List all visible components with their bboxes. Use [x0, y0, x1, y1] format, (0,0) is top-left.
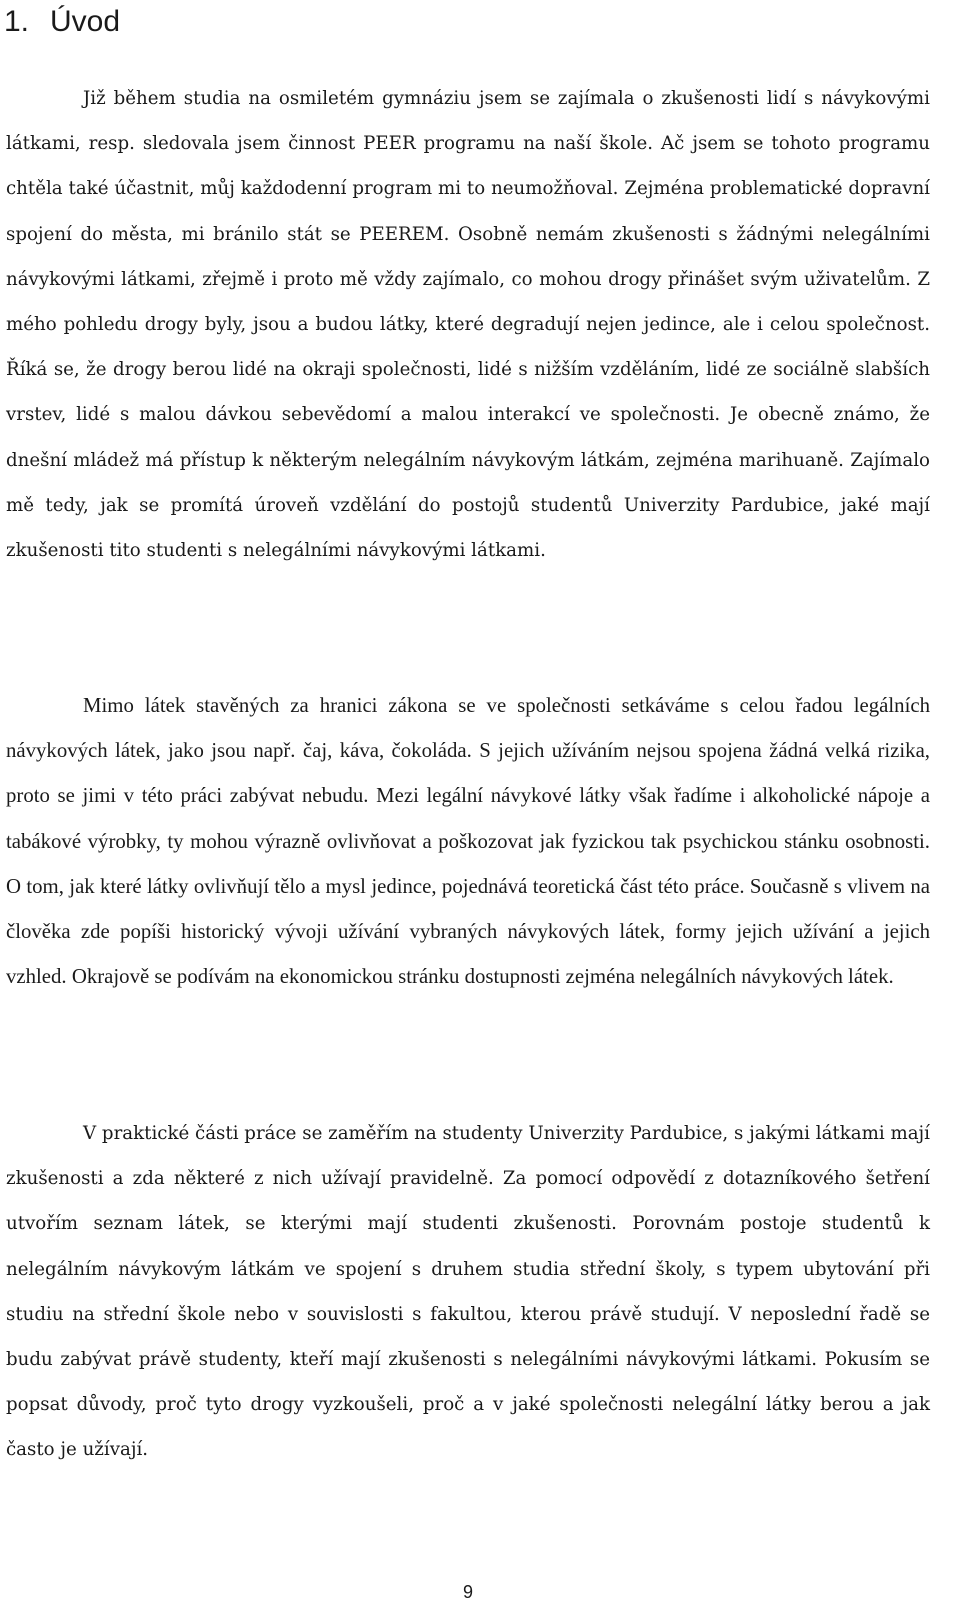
chapter-title: Úvod — [50, 5, 121, 38]
chapter-heading — [4, 0, 120, 44]
paragraph-1: Již během studia na osmiletém gymnáziu jsem se zajímala o zkušenosti lidí s návykovými látkami, resp. sledovala jsem činnost PEER programu na naší škole. Ač jsem se tohoto programu chtěla také účastnit, můj každodenní program mi to neumožňoval. Zejména problematické dopravní spojení do města, mi bránilo stát se PEEREM. Osobně nemám zkušenosti s žádnými nelegálními návykovými látkami, zřejmě i proto mě vždy zajímalo, co mohou drogy přinášet svým uživatelům. Z mého pohledu drogy byly, jsou a budou látky, které degradují nejen jedince, ale i celou společnost. Říká se, že drogy berou lidé na okraji společnosti, lidé s nižším vzděláním, lidé ze sociálně slabších vrstev, lidé s malou dávkou sebevědomí a malou interakcí ve společnosti. Je obecně známo, že dnešní mládež má přístup k některým nelegálním návykovým látkám, zejména marihuaně. Zajímalo mě tedy, jak se promítá úroveň vzdělání do postojů studentů Univerzity Pardubice, jaké mají zkušenosti tito studenti s nelegálními návykovými látkami. — [6, 88, 930, 562]
chapter-number: 1. — [4, 5, 30, 38]
page-number: 9 — [462, 1582, 473, 1602]
paragraph-2: Mimo látek stavěných za hranici zákona se ve společnosti setkáváme s celou řadou legálních návykových látek, jako jsou např. čaj, káva, čokoláda. S jejich užíváním nejsou spojena žádná velká rizika, proto se jimi v této práci zabývat nebudu. Mezi legální návykové látky však řadíme i alkoholické nápoje a tabákové výrobky, ty mohou výrazně ovlivňovat a poškozovat jak fyzickou tak psychickou stánku osobnosti. O tom, jak které látky ovlivňují tělo a mysl jedince, pojednává teoretická část této práce. Současně s vlivem na člověka zde popíši historický vývoji užívání vybraných návykových látek, formy jejich užívání a jejich vzhled. Okrajově se podívám na ekonomickou stránku dostupnosti zejména nelegálních návykových látek. — [6, 694, 930, 989]
paragraph-3: V praktické části práce se zaměřím na studenty Univerzity Pardubice, s jakými látkami mají zkušenosti a zda některé z nich užívají pravidelně. Za pomocí odpovědí z dotazníkového šetření utvořím seznam látek, se kterými mají studenti zkušenosti. Porovnám postoje studentů k nelegálním návykovým látkám ve spojení s druhem studia střední školy, s typem ubytování při studiu na střední škole nebo v souvislosti s fakultou, kterou právě studují. V neposlední řadě se budu zabývat právě studenty, kteří mají zkušenosti s nelegálními návykovými látkami. Pokusím se popsat důvody, proč tyto drogy vyzkoušeli, proč a v jaké společnosti nelegální látky berou a jak často je užívají. — [6, 1123, 930, 1461]
